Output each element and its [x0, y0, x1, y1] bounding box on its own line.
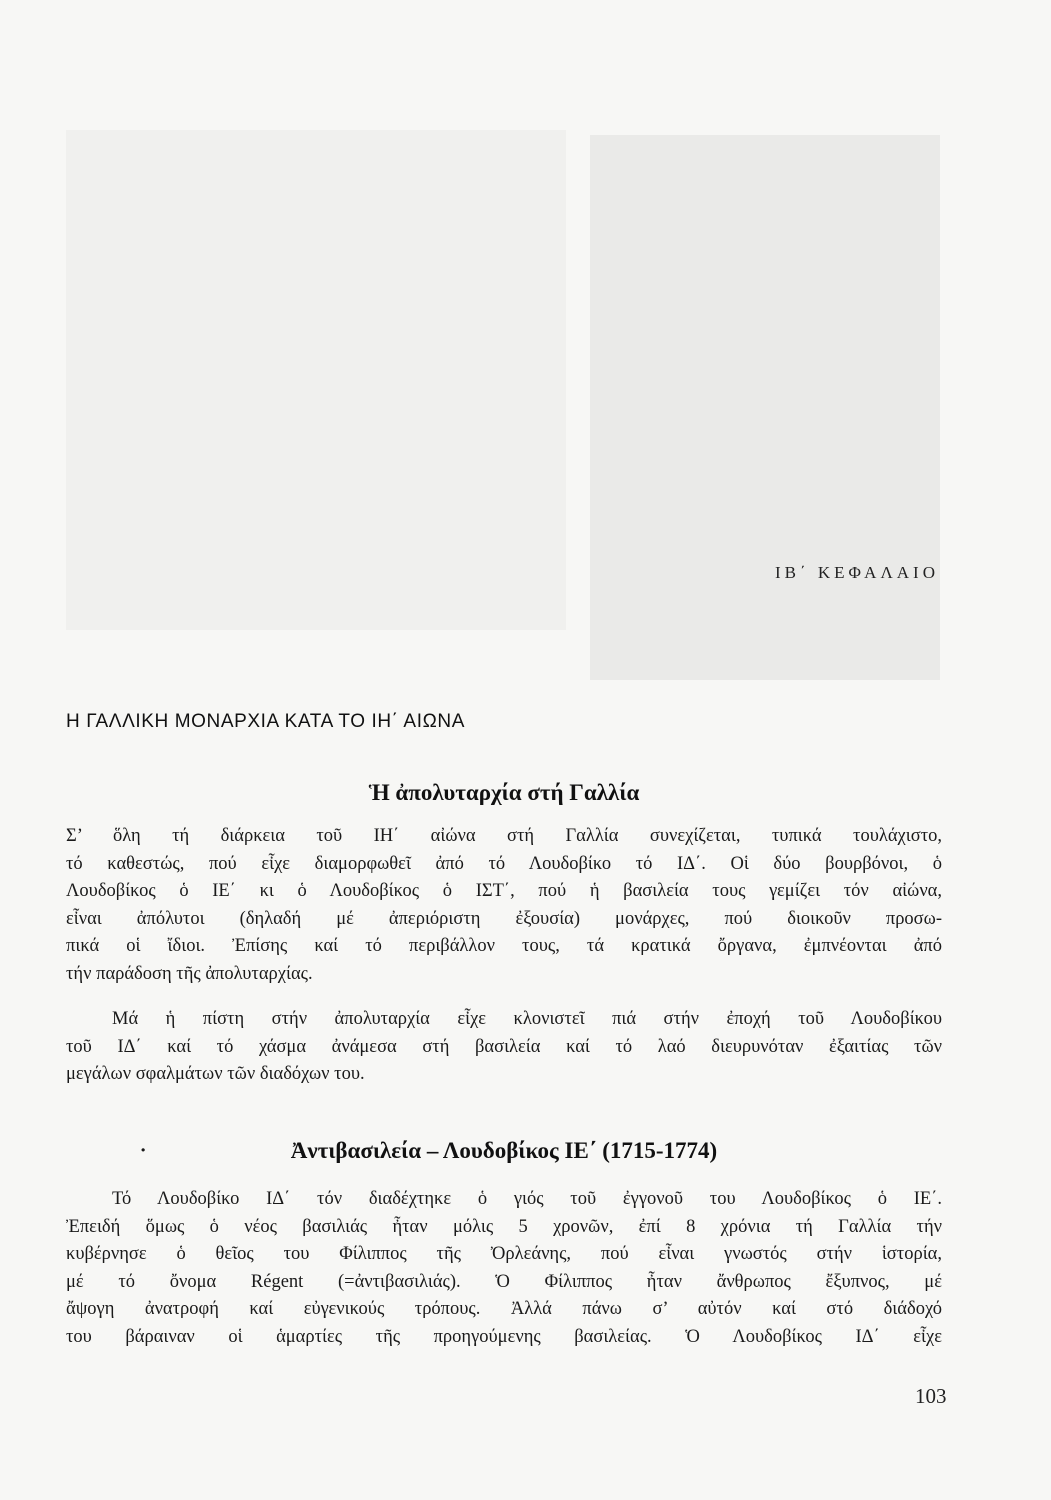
text-line: του βάραιναν οἱ ἁμαρτίες τῆς προηγούμενης βασιλείας. Ὁ Λουδοβίκος ΙΔ΄ εἶχε	[66, 1326, 942, 1347]
section-heading-regency: Ἀντιβασιλεία – Λουδοβίκος ΙΕ΄ (1715-1774)	[290, 1138, 718, 1163]
text-line: ἄψογη ἀνατροφή καί εὐγενικούς τρόπους. Ἀλλά πάνω σ’ αὐτόν καί στό διάδοχό	[66, 1299, 942, 1319]
text-line: Λουδοβίκος ὁ ΙΕ΄ κι ὁ Λουδοβίκος ὁ ΙΣΤ΄, πού ἡ βασιλεία τους γεμίζει τόν αἰώνα,	[66, 881, 942, 901]
text-line: κυβέρνησε ὁ θεῖος του Φίλιππος τῆς Ὀρλεάνης, πού εἶναι γνωστός στήν ἱστορία,	[66, 1244, 942, 1264]
bullet-mark: ·	[140, 1140, 147, 1161]
text-line: Ἐπειδή ὅμως ὁ νέος βασιλιάς ἦταν μόλις 5 χρονῶν, ἐπί 8 χρόνια τή Γαλλία τήν	[66, 1216, 942, 1237]
text-line: Σ’ ὅλη τή διάρκεια τοῦ ΙΗ΄ αἰώνα στή Γαλλία συνεχίζεται, τυπικά τουλάχιστο,	[66, 826, 942, 846]
paragraph	[66, 1006, 942, 1089]
page-number: 103	[915, 1384, 947, 1408]
chapter-label: ΙΒ΄ ΚΕΦΑΛΑΙΟ	[774, 563, 939, 582]
text-line: τό καθεστώς, πού εἶχε διαμορφωθεῖ ἀπό τό Λουδοβίκο τό ΙΔ΄. Οἱ δύο βουρβόνοι, ὁ	[66, 853, 942, 874]
text-line: τήν παράδοση τῆς ἀπολυταρχίας.	[66, 963, 313, 984]
bleed-through-image-shade	[590, 135, 940, 680]
text-line: τοῦ ΙΔ΄ καί τό χάσμα ἀνάμεσα στή βασιλεία καί τό λαό διευρυνόταν ἐξαιτίας τῶν	[66, 1036, 942, 1057]
text-line: μεγάλων σφαλμάτων τῶν διαδόχων του.	[66, 1064, 365, 1084]
chapter-title: Η ΓΑΛΛΙΚΗ ΜΟΝΑΡΧΙΑ ΚΑΤΑ ΤΟ ΙΗ΄ ΑΙΩΝΑ	[66, 711, 465, 732]
text-line: μέ τό ὄνομα Régent (=ἀντιβασιλιάς). Ὁ Φίλιππος ἦταν ἄνθρωπος ἔξυπνος, μέ	[66, 1271, 942, 1292]
text-line: εἶναι ἀπόλυτοι (δηλαδή μέ ἀπεριόριστη ἐξουσία) μονάρχες, πού διοικοῦν προσω-	[66, 908, 942, 929]
paragraph	[66, 823, 942, 988]
bleed-through-shade	[66, 130, 566, 630]
section-heading-absolutism: Ἡ ἀπολυταρχία στή Γαλλία	[368, 780, 640, 805]
text-line: πικά οἱ ἴδιοι. Ἐπίσης καί τό περιβάλλον τους, τά κρατικά ὄργανα, ἐμπνέονται ἀπό	[66, 936, 942, 956]
paragraph	[66, 1186, 942, 1351]
text-line: Τό Λουδοβίκο ΙΔ΄ τόν διαδέχτηκε ὁ γιός τοῦ ἐγγονοῦ του Λουδοβίκος ὁ ΙΕ΄.	[112, 1189, 942, 1209]
text-line: Μά ἡ πίστη στήν ἀπολυταρχία εἶχε κλονιστεῖ πιά στήν ἐποχή τοῦ Λουδοβίκου	[112, 1009, 942, 1029]
